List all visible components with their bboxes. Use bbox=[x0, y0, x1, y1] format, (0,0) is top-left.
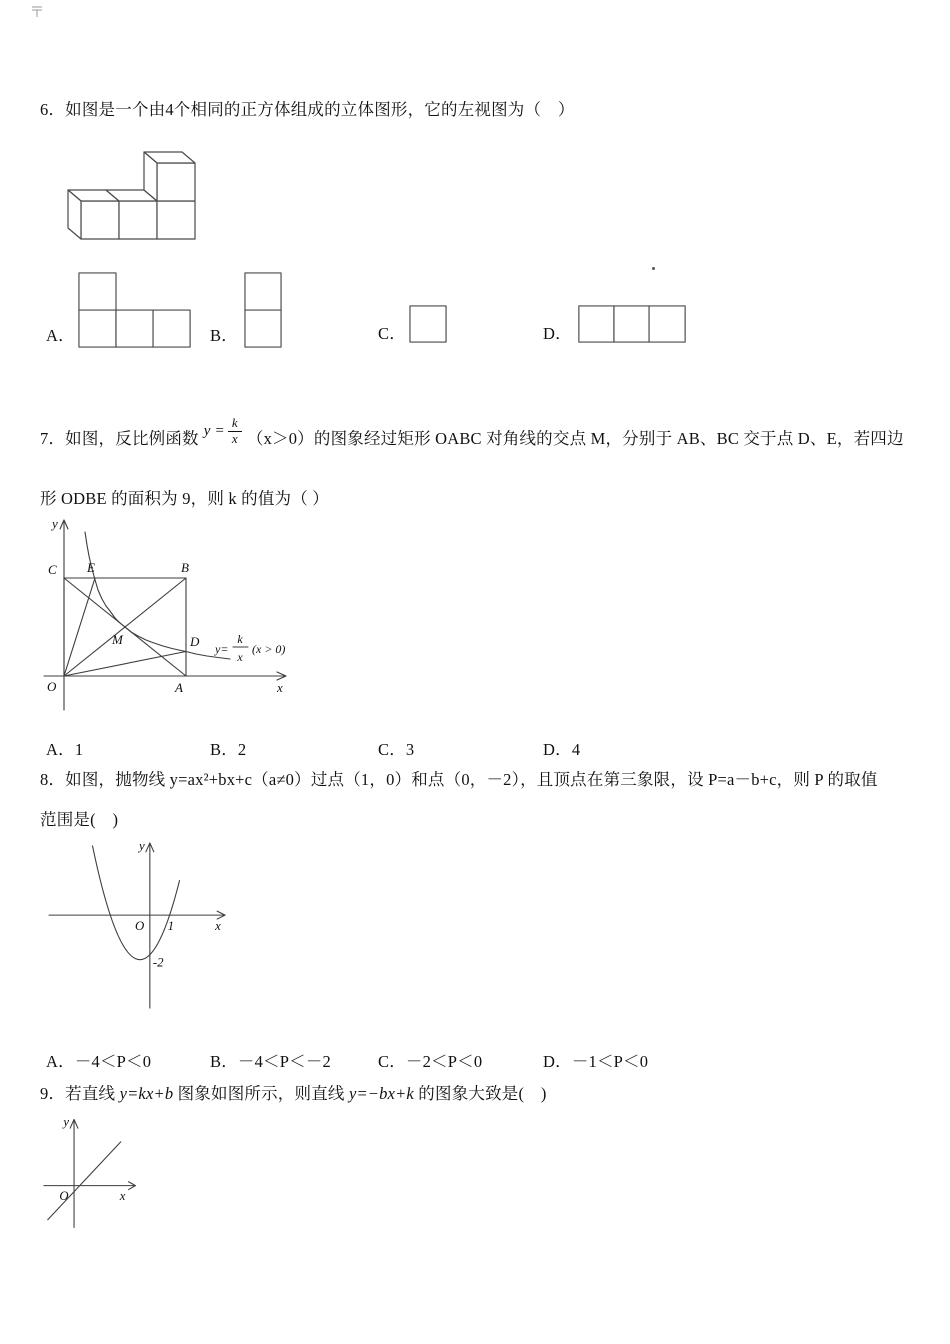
q7-figure-labels bbox=[47, 516, 286, 695]
q7-curve-eq-num: k bbox=[237, 632, 243, 646]
question-7-text-line2: 形 ODBE 的面积为 9，则 k 的值为（ ） bbox=[40, 489, 329, 508]
q6-option-b-label: B． bbox=[210, 326, 238, 345]
q6-solid-figure bbox=[56, 144, 201, 244]
question-8-text-line1: 8．如图，抛物线 y=ax²+bx+c（a≠0）过点（1，0）和点（0，－2），且顶点在第三象限，设 P=a－b+c，则 P 的取值 bbox=[40, 770, 878, 789]
q6-option-d-label: D． bbox=[543, 324, 572, 343]
q7-formula-numerator: k bbox=[231, 415, 238, 430]
q8-figure-labels bbox=[135, 839, 221, 970]
q7-option-b: B．2 bbox=[210, 740, 247, 759]
q6-option-a-figure bbox=[77, 272, 194, 350]
q7-lead: 7．如图，反比例函数 bbox=[40, 429, 199, 449]
q7-point-e-label: E bbox=[87, 560, 95, 575]
q8-option-a: A．－4＜P＜0 bbox=[46, 1052, 152, 1071]
q7-graph-figure bbox=[34, 514, 302, 719]
q6-top-cube bbox=[144, 152, 195, 201]
question-6-text: 6．如图是一个由4个相同的正方体组成的立体图形，它的左视图为（ ） bbox=[40, 100, 575, 119]
q7-inline-formula bbox=[204, 416, 242, 447]
q7-formula-lhs: y = bbox=[203, 423, 225, 440]
q9-y-axis-label: y bbox=[63, 1115, 69, 1130]
q8-parabola-curve bbox=[93, 846, 180, 960]
q8-option-b: B．－4＜P＜－2 bbox=[210, 1052, 331, 1071]
q7-axes bbox=[44, 520, 286, 710]
q6-option-b-figure bbox=[244, 272, 283, 350]
q7-curve-eq-condition: (x > 0) bbox=[252, 642, 286, 656]
scan-artifact bbox=[30, 3, 44, 19]
q7-formula-denominator: x bbox=[228, 431, 242, 447]
q7-hyperbola-curve bbox=[85, 532, 230, 659]
q7-x-axis-label: x bbox=[277, 680, 283, 695]
q6-option-c-label: C． bbox=[378, 324, 406, 343]
q8-tick-neg2-label: -2 bbox=[152, 955, 164, 970]
q8-tick-1-label: 1 bbox=[167, 918, 175, 933]
q7-option-c: C．3 bbox=[378, 740, 415, 759]
q9-math-2: y=−bx+k bbox=[348, 1084, 414, 1103]
q8-origin-label: O bbox=[135, 918, 145, 933]
q6-option-d-figure bbox=[577, 305, 687, 344]
q9-x-axis-label: x bbox=[119, 1189, 126, 1204]
q6-option-c-figure bbox=[409, 305, 448, 344]
q7-point-a-label: A bbox=[175, 680, 183, 695]
q9-text-1: 9．若直线 bbox=[40, 1084, 120, 1103]
q9-math-1: y=kx+b bbox=[119, 1084, 174, 1103]
q7-option-a: A．1 bbox=[46, 740, 84, 759]
q7-point-b-label: B bbox=[181, 560, 189, 575]
q9-text-2: 图象如图所示，则直线 bbox=[173, 1084, 349, 1103]
q7-line1-rest: （x＞0）的图象经过矩形 OABC 对角线的交点 M，分别于 AB、BC 交于点 D、E，若四边 bbox=[246, 429, 904, 449]
question-8-text-line2: 范围是( ) bbox=[40, 810, 119, 829]
q7-point-d-label: D bbox=[190, 634, 200, 649]
question-7-text-line1 bbox=[40, 415, 904, 456]
q9-origin-label: O bbox=[59, 1189, 69, 1204]
q7-y-axis-label: y bbox=[52, 516, 58, 531]
q7-point-m-label: M bbox=[112, 632, 123, 647]
q8-parabola-figure bbox=[42, 836, 232, 1014]
q9-figure-labels bbox=[59, 1115, 125, 1203]
q9-line-figure bbox=[38, 1112, 150, 1232]
q7-formula-fraction bbox=[228, 416, 242, 447]
q7-curve-equation bbox=[214, 632, 285, 664]
q8-x-axis-label: x bbox=[215, 918, 221, 933]
q7-curve-eq-den: x bbox=[237, 650, 243, 664]
q7-curve-eq-lhs: y= bbox=[215, 642, 229, 656]
q9-text-3: 的图象大致是( ) bbox=[413, 1084, 547, 1103]
q7-option-d: D．4 bbox=[543, 740, 581, 759]
question-9-text bbox=[40, 1082, 547, 1106]
q8-option-d: D．－1＜P＜0 bbox=[543, 1052, 649, 1071]
q7-point-c-label: C bbox=[48, 562, 57, 577]
q7-point-o-label: O bbox=[47, 679, 57, 694]
q8-y-axis-label: y bbox=[138, 838, 145, 853]
q6-option-a-label: A． bbox=[46, 326, 75, 345]
q9-axes bbox=[44, 1119, 136, 1227]
q8-option-c: C．－2＜P＜0 bbox=[378, 1052, 483, 1071]
q9-line-graph bbox=[48, 1142, 121, 1220]
dot-artifact bbox=[652, 267, 655, 270]
